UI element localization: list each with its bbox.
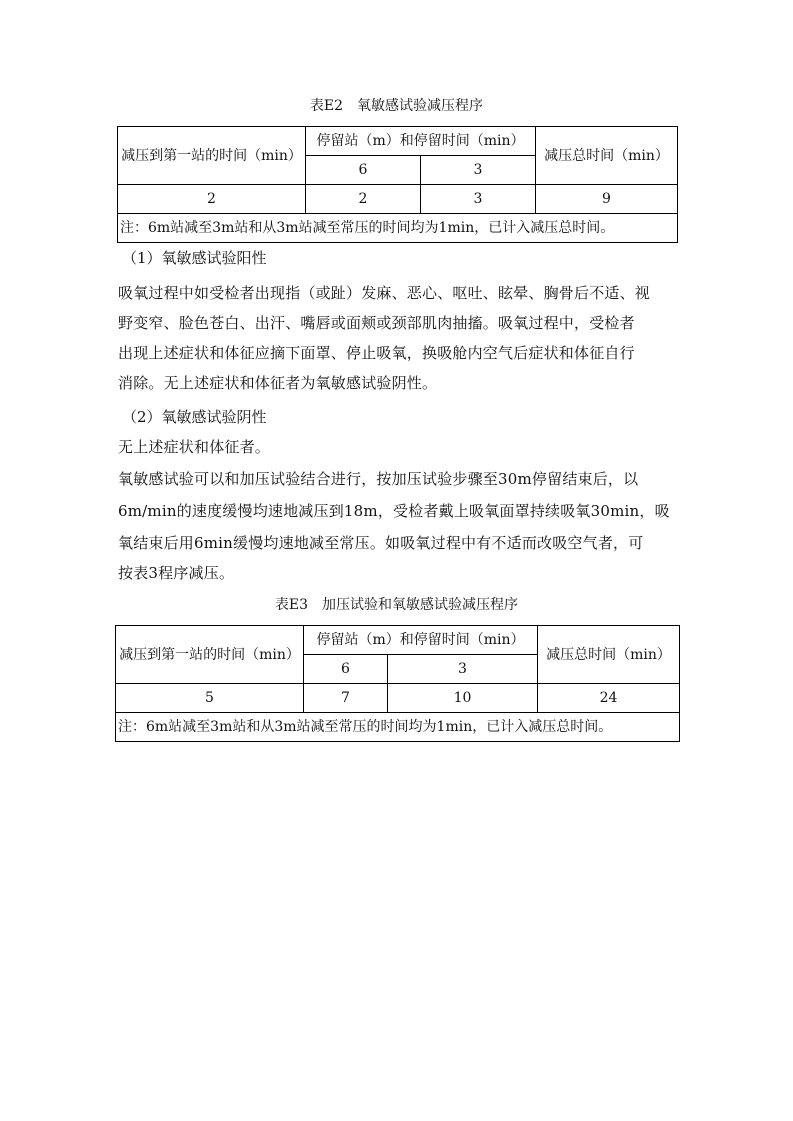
stop-depth-3: 3	[388, 655, 538, 684]
section-heading-negative: （2）氧敏感试验阴性	[122, 408, 267, 426]
paragraph-line: 按表3程序减压。	[118, 564, 235, 582]
stop-depth-3: 3	[421, 156, 536, 185]
cell-total-time: 24	[538, 684, 680, 713]
header-total-time: 减压总时间（min）	[538, 626, 680, 684]
stop-depth-6: 6	[306, 156, 421, 185]
paragraph-line: 6m/min的速度缓慢均速地减压到18m，受检者戴上吸氧面罩持续吸氧30min，吸	[118, 502, 670, 520]
table-note: 注：6m站减至3m站和从3m站减至常压的时间均为1min，已计入减压总时间。	[118, 214, 678, 243]
cell-stop-3: 3	[421, 185, 536, 214]
header-time-to-first-stop: 减压到第一站的时间（min）	[118, 127, 306, 185]
header-stop-and-time: 停留站（m）和停留时间（min）	[306, 127, 536, 156]
cell-stop-3: 10	[388, 684, 538, 713]
paragraph-line: 吸氧过程中如受检者出现指（或趾）发麻、恶心、呕吐、眩晕、胸骨后不适、视	[118, 284, 651, 302]
paragraph-line: 氧结束后用6min缓慢均速地减至常压。如吸氧过程中有不适而改吸空气者，可	[118, 534, 644, 552]
cell-total-time: 9	[536, 185, 678, 214]
paragraph-line: 无上述症状和体征者。	[118, 438, 271, 456]
header-stop-and-time: 停留站（m）和停留时间（min）	[304, 626, 538, 655]
cell-stop-6: 7	[304, 684, 388, 713]
paragraph-line: 野变窄、脸色苍白、出汗、嘴唇或面颊或颈部肌肉抽搐。吸氧过程中，受检者	[118, 314, 635, 332]
paragraph-line: 出现上述症状和体征应摘下面罩、停止吸氧，换吸舱内空气后症状和体征自行	[118, 344, 635, 362]
table-e2	[117, 126, 678, 243]
table-note: 注：6m站减至3m站和从3m站减至常压的时间均为1min，已计入减压总时间。	[116, 713, 680, 742]
paragraph-line: 消除。无上述症状和体征者为氧敏感试验阴性。	[118, 374, 438, 392]
cell-stop-6: 2	[306, 185, 421, 214]
header-time-to-first-stop: 减压到第一站的时间（min）	[116, 626, 304, 684]
table-e3-caption: 表E3 加压试验和氧敏感试验减压程序	[274, 597, 519, 613]
table-e3	[115, 625, 680, 742]
cell-time-to-first-stop: 2	[118, 185, 306, 214]
section-heading-positive: （1）氧敏感试验阳性	[122, 249, 267, 267]
header-total-time: 减压总时间（min）	[536, 127, 678, 185]
cell-time-to-first-stop: 5	[116, 684, 304, 713]
table-e2-caption: 表E2 氧敏感试验减压程序	[309, 98, 484, 114]
paragraph-line: 氧敏感试验可以和加压试验结合进行，按加压试验步骤至30m停留结束后，以	[118, 470, 639, 488]
stop-depth-6: 6	[304, 655, 388, 684]
